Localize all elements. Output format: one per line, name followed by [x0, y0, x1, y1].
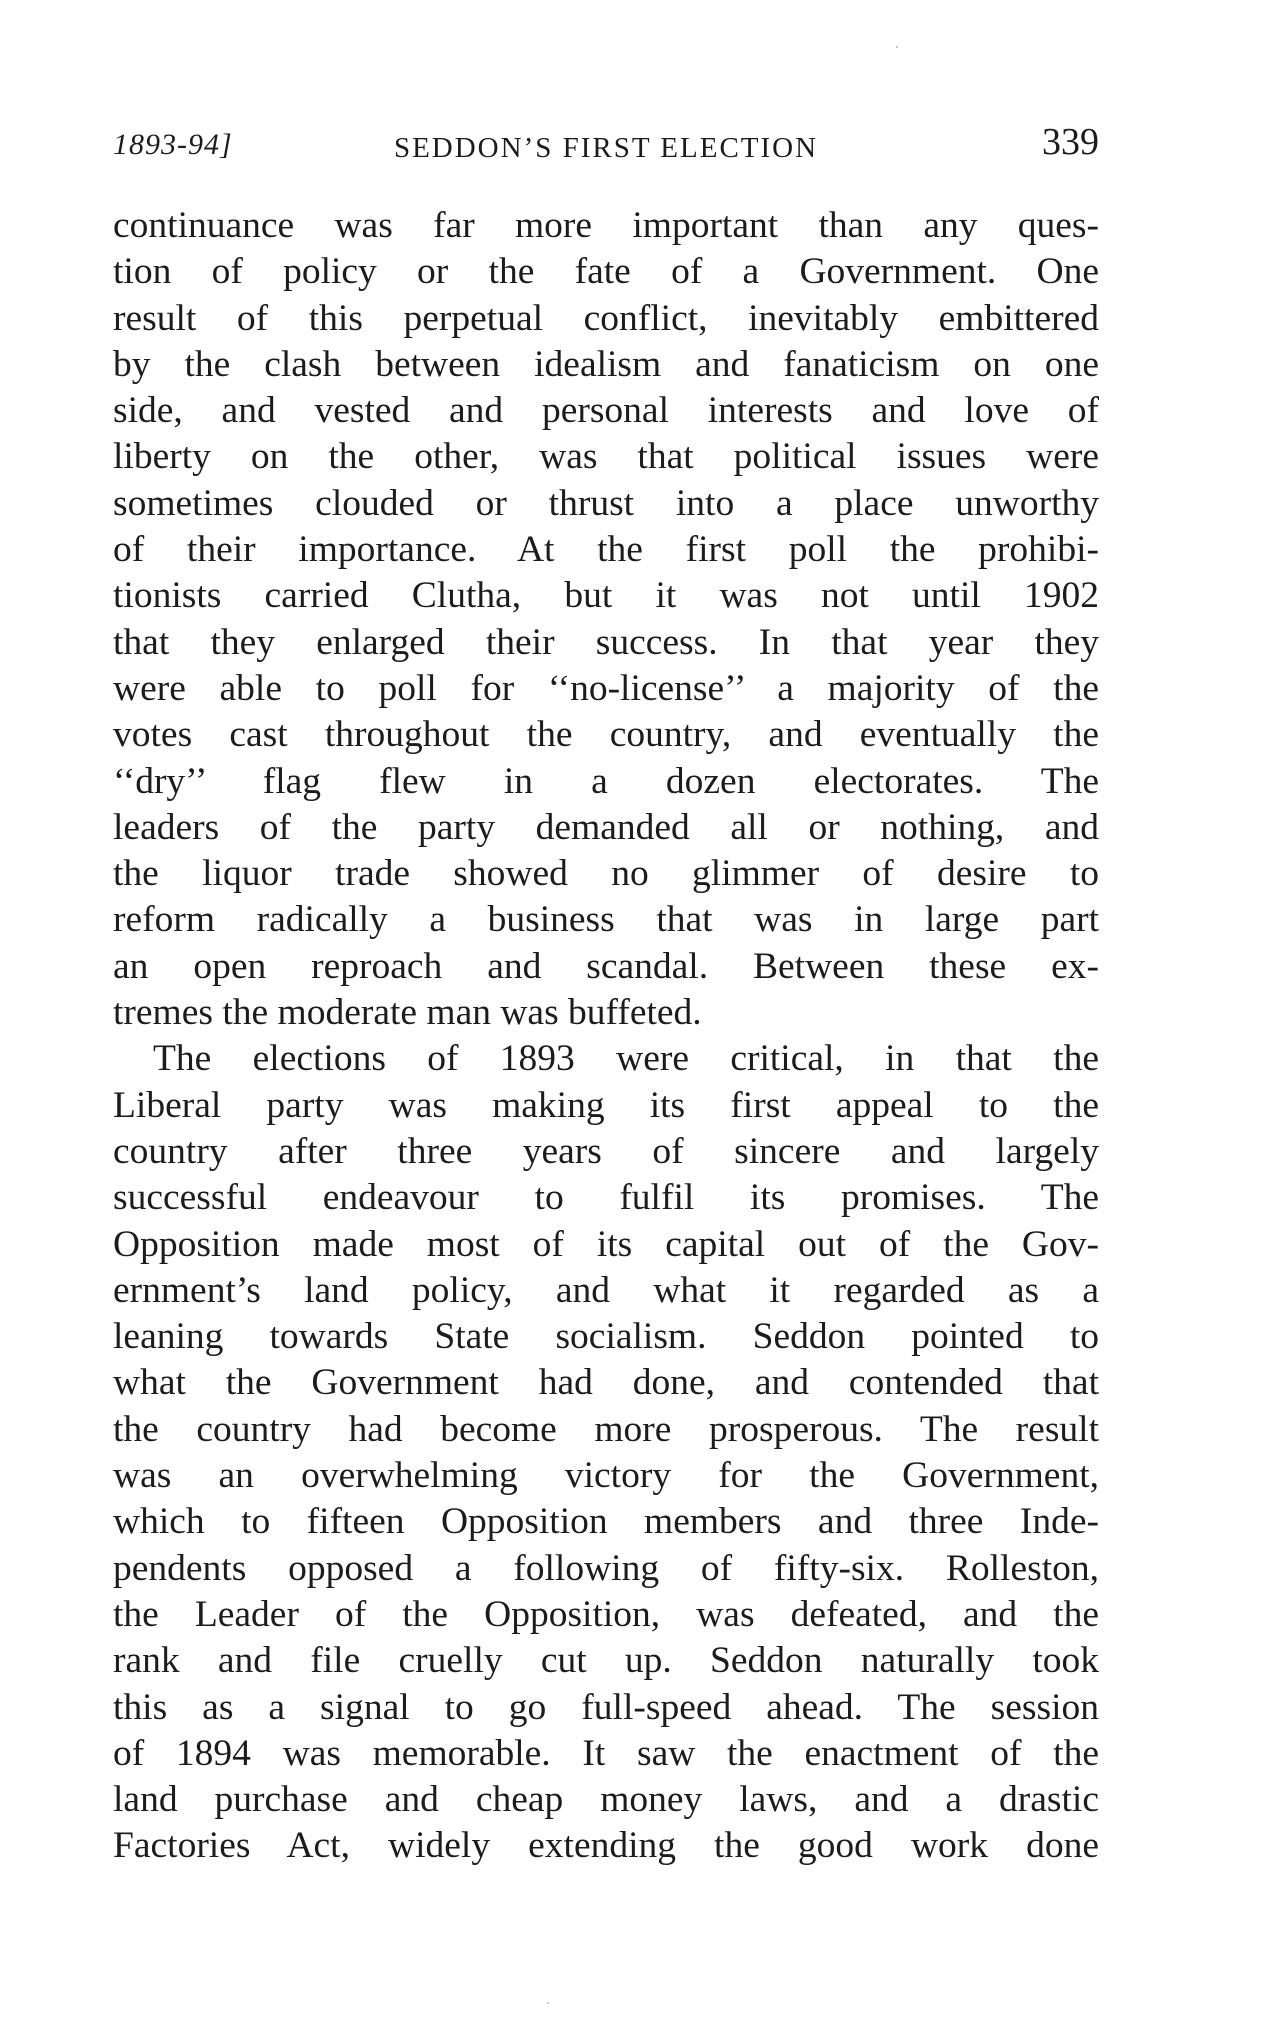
text-line: reform radically a business that was in large part	[113, 899, 1099, 941]
text-line: an open reproach and scandal. Between these ex-	[113, 945, 1099, 987]
text-line: liberty on the other, was that political issues were	[113, 436, 1099, 478]
text-line: land purchase and cheap money laws, and a drastic	[113, 1779, 1099, 1821]
text-line: tionists carried Clutha, but it was not until 1902	[113, 575, 1099, 617]
text-line: were able to poll for ‘‘no-license’’ a majority of the	[113, 667, 1099, 709]
text-line: the liquor trade showed no glimmer of desire to	[113, 853, 1099, 895]
text-line: ernment’s land policy, and what it regarded as a	[113, 1269, 1099, 1311]
scan-speck	[547, 2002, 549, 2004]
text-line: Liberal party was making its first appeal to the	[113, 1084, 1099, 1126]
text-line: tion of policy or the fate of a Government. One	[113, 251, 1099, 293]
paragraph-1	[113, 203, 1099, 1036]
text-line: result of this perpetual conflict, inevitably embittered	[113, 297, 1099, 339]
text-line: was an overwhelming victory for the Government,	[113, 1455, 1099, 1497]
page-number: 339	[1042, 121, 1099, 163]
text-line: of their importance. At the first poll the prohibi-	[113, 529, 1099, 571]
text-line: rank and file cruelly cut up. Seddon naturally took	[113, 1640, 1099, 1682]
text-line: country after three years of sincere and largely	[113, 1130, 1099, 1172]
text-line: side, and vested and personal interests and love of	[113, 390, 1099, 432]
text-line: which to fifteen Opposition members and three Inde-	[113, 1501, 1099, 1543]
running-head-title: SEDDON’S FIRST ELECTION	[393, 132, 819, 164]
text-line: pendents opposed a following of fifty-six. Rolleston,	[113, 1547, 1099, 1589]
paragraph-2	[113, 1036, 1099, 1869]
body-text	[113, 203, 1099, 1870]
text-line: this as a signal to go full-speed ahead. The session	[113, 1686, 1099, 1728]
text-line: what the Government had done, and contended that	[113, 1362, 1099, 1404]
text-line: leaders of the party demanded all or nothing, and	[113, 806, 1099, 848]
running-head-years: 1893-94]	[113, 128, 233, 161]
running-head	[113, 120, 1099, 170]
text-line: Factories Act, widely extending the good work done	[113, 1825, 1099, 1867]
text-line: tremes the moderate man was buffeted.	[113, 992, 702, 1034]
text-line: the Leader of the Opposition, was defeated, and the	[113, 1593, 1099, 1635]
text-line: Opposition made most of its capital out of the Gov-	[113, 1223, 1099, 1265]
text-line: ‘‘dry’’ flag flew in a dozen electorates. The	[113, 760, 1099, 802]
text-line: by the clash between idealism and fanaticism on one	[113, 343, 1099, 385]
text-line: leaning towards State socialism. Seddon pointed to	[113, 1316, 1099, 1358]
text-line: the country had become more prosperous. The result	[113, 1408, 1099, 1450]
text-line: successful endeavour to fulfil its promises. The	[113, 1177, 1099, 1219]
scan-speck	[896, 46, 898, 48]
text-line: The elections of 1893 were critical, in that the	[153, 1038, 1099, 1080]
text-line: that they enlarged their success. In that year they	[113, 621, 1099, 663]
text-line: of 1894 was memorable. It saw the enactment of the	[113, 1732, 1099, 1774]
text-line: votes cast throughout the country, and eventually the	[113, 714, 1099, 756]
text-line: continuance was far more important than any ques-	[113, 205, 1099, 246]
text-line: sometimes clouded or thrust into a place unworthy	[113, 482, 1099, 524]
